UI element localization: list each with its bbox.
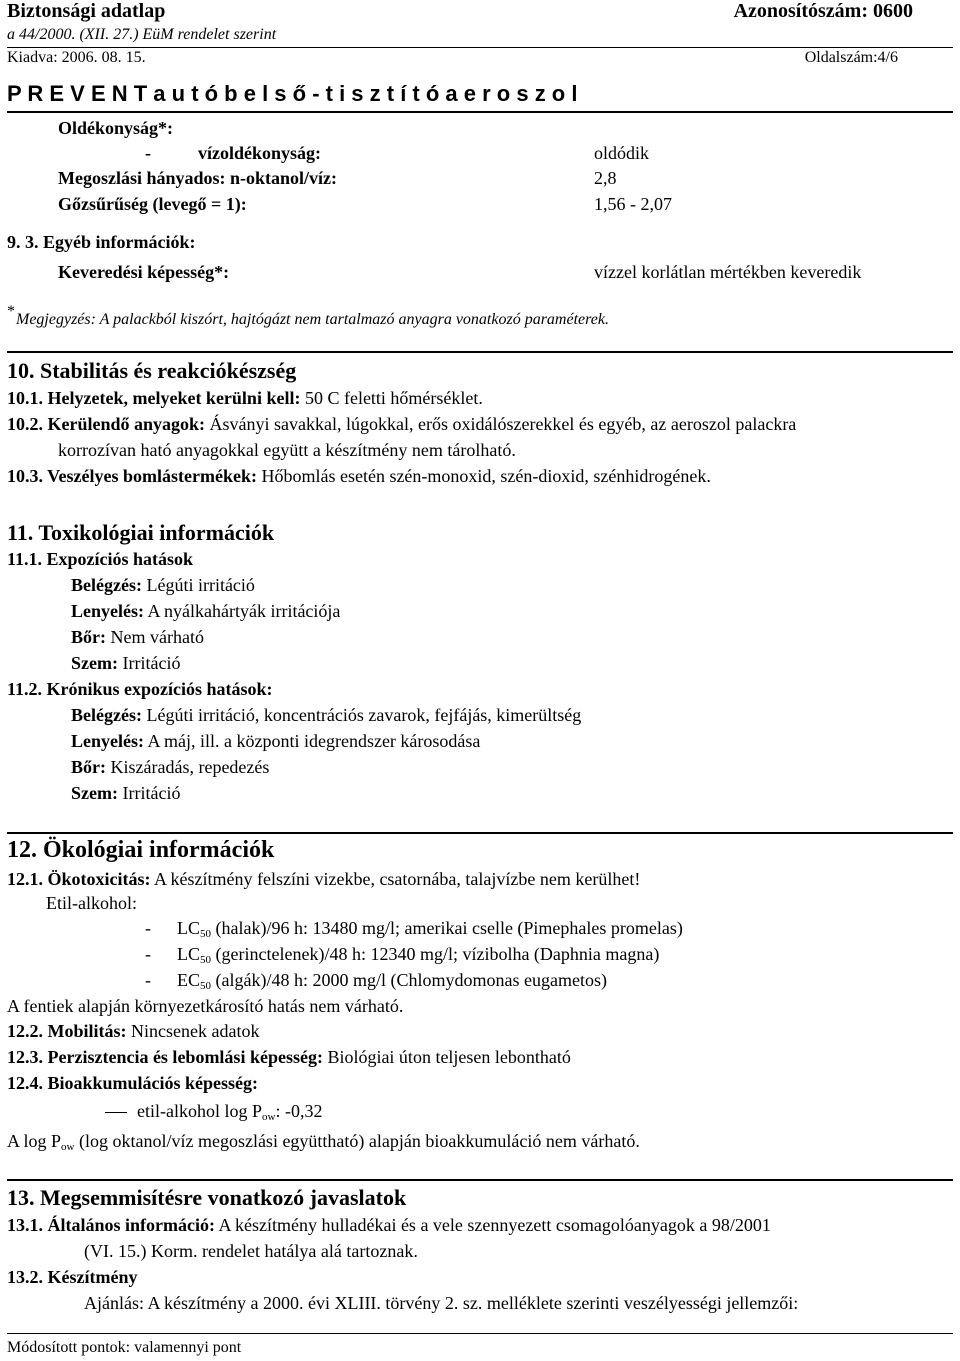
toxicity-dash: - xyxy=(145,970,151,990)
other-info-heading: 9. 3. Egyéb információk: xyxy=(7,232,196,252)
section-13-1-text: A készítmény hulladékai és a vele szennyezett csomagolóanyagok a 98/2001 xyxy=(214,1215,771,1235)
chronic-ingestion-text: A máj, ill. a központi idegrendszer károsodása xyxy=(143,731,481,751)
acute-inhalation-text: Légúti irritáció xyxy=(141,575,255,595)
miscibility-value: vízzel korlátlan mértékben keveredik xyxy=(594,262,862,282)
section-12-3 xyxy=(7,1047,571,1068)
logp-note-prefix: A log P xyxy=(7,1131,62,1151)
acute-eye-label: Szem: xyxy=(71,653,118,673)
em-dash-line xyxy=(105,1112,127,1113)
section-11-1-title: 11.1. Expozíciós hatások xyxy=(7,549,194,569)
toxicity-abbr: LC xyxy=(177,944,201,964)
toxicity-abbr: EC xyxy=(177,970,201,990)
vapour-density-value: 1,56 - 2,07 xyxy=(594,194,672,214)
section-12-2 xyxy=(7,1021,259,1042)
partition-coefficient-value: 2,8 xyxy=(594,168,617,188)
environmental-conclusion: A fentiek alapján környezetkárosító hatás nem várható. xyxy=(7,996,404,1016)
acute-skin-text: Nem várható xyxy=(106,627,204,647)
logp-note-subscript: ow xyxy=(61,1141,75,1153)
section-12-1-label: 12.1. Ökotoxicitás: xyxy=(7,869,151,889)
toxicity-dash: - xyxy=(145,944,151,964)
acute-ingestion-text: A nyálkahártyák irritációja xyxy=(143,601,341,621)
chronic-eye-label: Szem: xyxy=(71,783,118,803)
ethanol-label: Etil-alkohol: xyxy=(46,893,137,913)
section-13-1-label: 13.1. Általános információ: xyxy=(7,1215,215,1235)
section-12-3-text: Biológiai úton teljesen lebontható xyxy=(322,1047,571,1067)
section-10-2-text-cont: korrozívan ható anyagokkal együtt a készítmény nem tárolható. xyxy=(58,440,516,460)
logp-number: : -0,32 xyxy=(275,1101,323,1121)
toxicity-text: (algák)/48 h: 2000 mg/l (Chlomydomonas eugametos) xyxy=(211,970,607,990)
issue-date: Kiadva: 2006. 08. 15. xyxy=(7,49,146,66)
product-name: P R E V E N T a u t ó b e l s ő - t i s z t í t ó a e r o s z o l xyxy=(7,81,578,106)
section-10-1-label: 10.1. Helyzetek, melyeket kerülni kell: xyxy=(7,388,301,408)
section-12-1-text: A készítmény felszíni vizekbe, csatornába, talajvízbe nem kerülhet! xyxy=(150,869,641,889)
toxicity-sub: 50 xyxy=(200,954,212,966)
section-12-3-label: 12.3. Perzisztencia és lebomlási képesség: xyxy=(7,1047,323,1067)
toxicity-item xyxy=(145,918,683,940)
logp-note-text: (log oktanol/víz megoszlási együttható) alapján bioakkumuláció nem várható. xyxy=(74,1131,640,1151)
section-10-divider xyxy=(7,351,953,353)
section-10-1-text: 50 C feletti hőmérséklet. xyxy=(300,388,483,408)
section-11-title: 11. Toxikológiai információk xyxy=(7,520,275,545)
document-title: Biztonsági adatlap xyxy=(7,0,166,22)
section-10-3-text: Hőbomlás esetén szén-monoxid, szén-dioxid, szénhidrogének. xyxy=(256,466,711,486)
chronic-inhalation-label: Belégzés: xyxy=(71,705,142,725)
logp-prefix: etil-alkohol log P xyxy=(137,1101,262,1121)
section-13-2-label: 13.2. Készítmény xyxy=(7,1267,138,1287)
section-10-3-label: 10.3. Veszélyes bomlástermékek: xyxy=(7,466,257,486)
acute-ingestion-label: Lenyelés: xyxy=(71,601,144,621)
chronic-skin xyxy=(71,757,269,778)
section-10-2 xyxy=(7,414,796,435)
acute-ingestion xyxy=(71,601,340,622)
chronic-inhalation-text: Légúti irritáció, koncentrációs zavarok, fejfájás, kimerültség xyxy=(141,705,582,725)
section-12-divider xyxy=(7,832,953,834)
regulation-reference: a 44/2000. (XII. 27.) EüM rendelet szerint xyxy=(7,26,277,43)
toxicity-text: (halak)/96 h: 13480 mg/l; amerikai cselle (Pimephales promelas) xyxy=(211,918,683,938)
solubility-label: Oldékonyság*: xyxy=(58,118,174,138)
acute-eye-text: Irritáció xyxy=(117,653,181,673)
header-divider xyxy=(7,47,953,48)
section-10-2-label: 10.2. Kerülendő anyagok: xyxy=(7,414,206,434)
acute-skin xyxy=(71,627,204,648)
section-12-title: 12. Ökológiai információk xyxy=(7,837,275,863)
toxicity-sub: 50 xyxy=(200,928,212,940)
section-12-4-label: 12.4. Bioakkumulációs képesség: xyxy=(7,1073,259,1093)
chronic-eye-text: Irritáció xyxy=(117,783,181,803)
section-13-title: 13. Megsemmisítésre vonatkozó javaslatok xyxy=(7,1185,407,1210)
chronic-eye xyxy=(71,783,180,804)
product-divider xyxy=(7,111,953,113)
toxicity-dash: - xyxy=(145,918,151,938)
section-11-2-title: 11.2. Krónikus expozíciós hatások: xyxy=(7,679,273,699)
chronic-ingestion xyxy=(71,731,480,752)
vapour-density-label: Gőzsűrűség (levegő = 1): xyxy=(58,194,247,214)
acute-skin-label: Bőr: xyxy=(71,627,106,647)
water-solubility-value: oldódik xyxy=(594,143,650,163)
list-dash: - xyxy=(145,143,151,163)
footer-divider xyxy=(7,1333,953,1334)
water-solubility-label: vízoldékonyság: xyxy=(198,143,322,163)
acute-inhalation-label: Belégzés: xyxy=(71,575,142,595)
section-10-1 xyxy=(7,388,483,409)
logp-value xyxy=(137,1101,322,1123)
id-number: Azonosítószám: 0600 xyxy=(733,0,913,22)
section-13-2-text: Ajánlás: A készítmény a 2000. évi XLIII. törvény 2. sz. melléklete szerinti veszélyességi jellemzői: xyxy=(84,1293,799,1313)
section-13-1-text-cont: (VI. 15.) Korm. rendelet hatálya alá tartoznak. xyxy=(84,1241,418,1261)
toxicity-text: (gerinctelenek)/48 h: 12340 mg/l; vízibolha (Daphnia magna) xyxy=(211,944,660,964)
acute-inhalation xyxy=(71,575,255,596)
chronic-skin-text: Kiszáradás, repedezés xyxy=(106,757,270,777)
chronic-skin-label: Bőr: xyxy=(71,757,106,777)
section-13-divider xyxy=(7,1179,953,1181)
section-12-2-text: Nincsenek adatok xyxy=(126,1021,260,1041)
toxicity-sub: 50 xyxy=(200,980,212,992)
toxicity-abbr: LC xyxy=(177,918,201,938)
section-10-3 xyxy=(7,466,711,487)
note-asterisk: * xyxy=(7,303,15,320)
section-12-2-label: 12.2. Mobilitás: xyxy=(7,1021,127,1041)
section-13-1 xyxy=(7,1215,771,1236)
chronic-inhalation xyxy=(71,705,581,726)
logp-subscript: ow xyxy=(262,1111,276,1123)
section-10-2-text: Ásványi savakkal, lúgokkal, erős oxidálószerekkel és egyéb, az aeroszol palackra xyxy=(205,414,797,434)
parameter-note: Megjegyzés: A palackból kiszórt, hajtógázt nem tartalmazó anyagra vonatkozó paraméterek. xyxy=(16,311,609,328)
toxicity-item xyxy=(145,944,659,966)
section-10-title: 10. Stabilitás és reakciókészség xyxy=(7,358,297,383)
logp-note xyxy=(7,1131,640,1153)
chronic-ingestion-label: Lenyelés: xyxy=(71,731,144,751)
page-number: Oldalszám:4/6 xyxy=(804,49,898,66)
modified-points: Módosított pontok: valamennyi pont xyxy=(7,1339,242,1356)
section-12-1 xyxy=(7,869,640,890)
toxicity-item xyxy=(145,970,607,992)
partition-coefficient-label: Megoszlási hányados: n-oktanol/víz: xyxy=(58,168,338,188)
miscibility-label: Keveredési képesség*: xyxy=(58,262,230,282)
acute-eye xyxy=(71,653,180,674)
